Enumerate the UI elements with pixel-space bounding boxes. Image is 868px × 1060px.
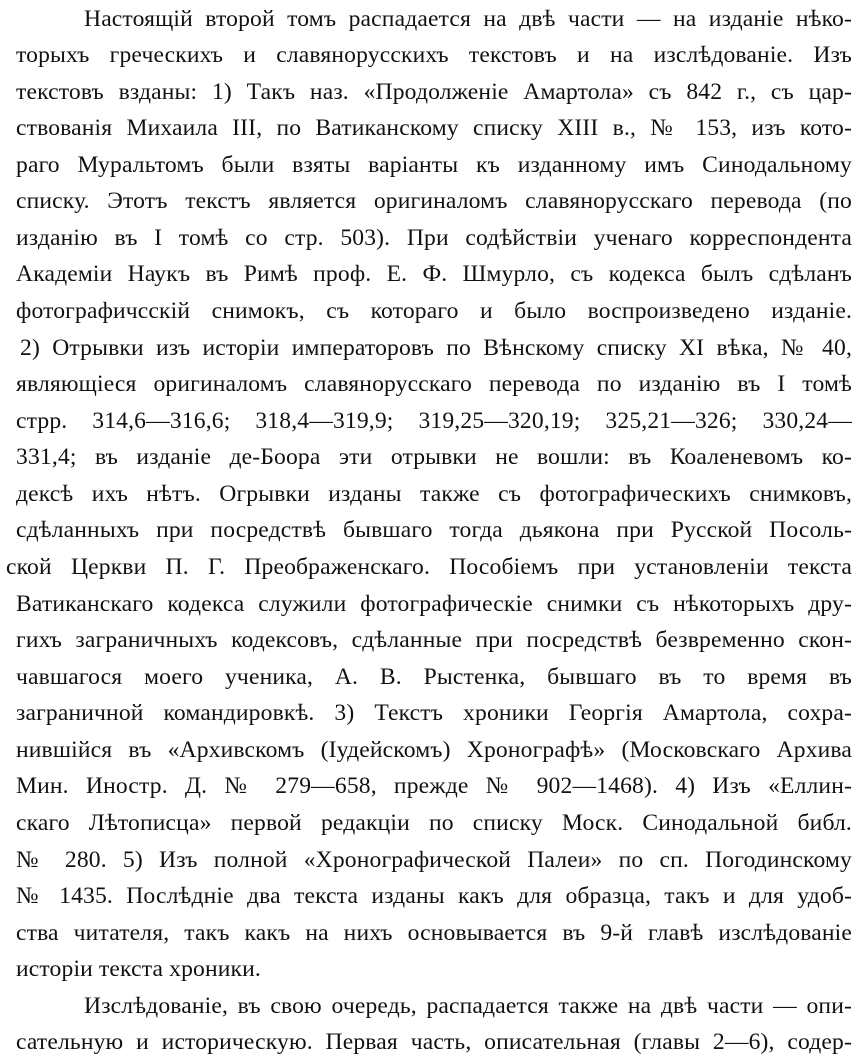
text-line: сательную и историческую. Первая часть, описательная (главы 2—6), содер- [16,1029,852,1055]
text-line: № 280. 5) Изъ полной «Хронографической Палеи» по сп. Погодинскому [16,847,852,873]
text-line: нившійся въ «Архивскомъ (Іудейскомъ) Хронографѣ» (Московскаго Архива [16,737,852,763]
text-line: стрр. 314,6—316,6; 318,4—319,9; 319,25—320,19; 325,21—326; 330,24— [16,408,852,434]
text-line: являющіеся оригиналомъ славянорусскаго перевода по изданію въ I томѣ [16,371,852,397]
text-line: заграничной командировкѣ. 3) Текстъ хроники Георгія Амартола, сохра- [16,700,852,726]
text-line: сдѣланныхъ при посредствѣ бывшаго тогда дьякона при Русской Посоль- [16,517,852,543]
text-line: Академіи Наукъ въ Римѣ проф. Е. Ф. Шмурло, съ кодекса былъ сдѣланъ [16,261,852,287]
text-line: скаго Лѣтописца» первой редакціи по списку Моск. Синодальной библ. [16,810,852,836]
text-line: списку. Этотъ текстъ является оригиналомъ славянорусскаго перевода (по [16,188,852,214]
text-line: ства читателя, такъ какъ на нихъ основывается въ 9-й главѣ изслѣдованіе [16,920,852,946]
text-line: Настоящій второй томъ распадается на двѣ части — на изданіе нѣко- [84,6,852,32]
text-line: дексѣ ихъ нѣтъ. Огрывки изданы также съ фотографическихъ снимковъ, [16,481,852,507]
text-line: Изслѣдованіе, въ свою очередь, распадается также на двѣ части — опи- [84,993,852,1019]
text-line: исторіи текста хроники. [16,956,261,982]
text-line: чавшагося моего ученика, А. В. Рыстенка, бывшаго въ то время въ [16,664,852,690]
text-line: 331,4; въ изданіе де-Боора эти отрывки не вошли: въ Коаленевомъ ко- [16,444,852,470]
text-line: текстовъ взданы: 1) Такъ наз. «Продолженіе Амартола» съ 842 г., съ цар- [16,79,852,105]
text-line: № 1435. Послѣдніе два текста изданы какъ для образца, такъ и для удоб- [16,883,852,909]
text-line: гихъ заграничныхъ кодексовъ, сдѣланные при посредствѣ безвременно скон- [16,627,852,653]
text-line: ствованія Михаила III, по Ватиканскому списку XIII в., № 153, изъ кото- [16,115,852,141]
text-line: Ватиканскаго кодекса служили фотографическіе снимки съ нѣкоторыхъ дру- [16,591,852,617]
text-line: 2) Отрывки изъ исторіи императоровъ по Вѣнскому списку XI вѣка, № 40, [20,335,852,361]
text-line: фотографичсскій снимокъ, съ котораго и было воспроизведено изданіе. [16,298,852,324]
text-line: Мин. Иностр. Д. № 279—658, прежде № 902—1468). 4) Изъ «Еллин- [16,773,852,799]
text-line: ской Церкви П. Г. Преображенскаго. Пособіемъ при установленіи текста [6,554,852,580]
text-line: торыхъ греческихъ и славянорусскихъ текстовъ и на изслѣдованіе. Изъ [16,42,852,68]
text-line: раго Муральтомъ были взяты варіанты къ изданному имъ Синодальному [16,152,852,178]
text-line: изданію въ I томѣ со стр. 503). При содѣйствіи ученаго корреспондента [16,225,852,251]
